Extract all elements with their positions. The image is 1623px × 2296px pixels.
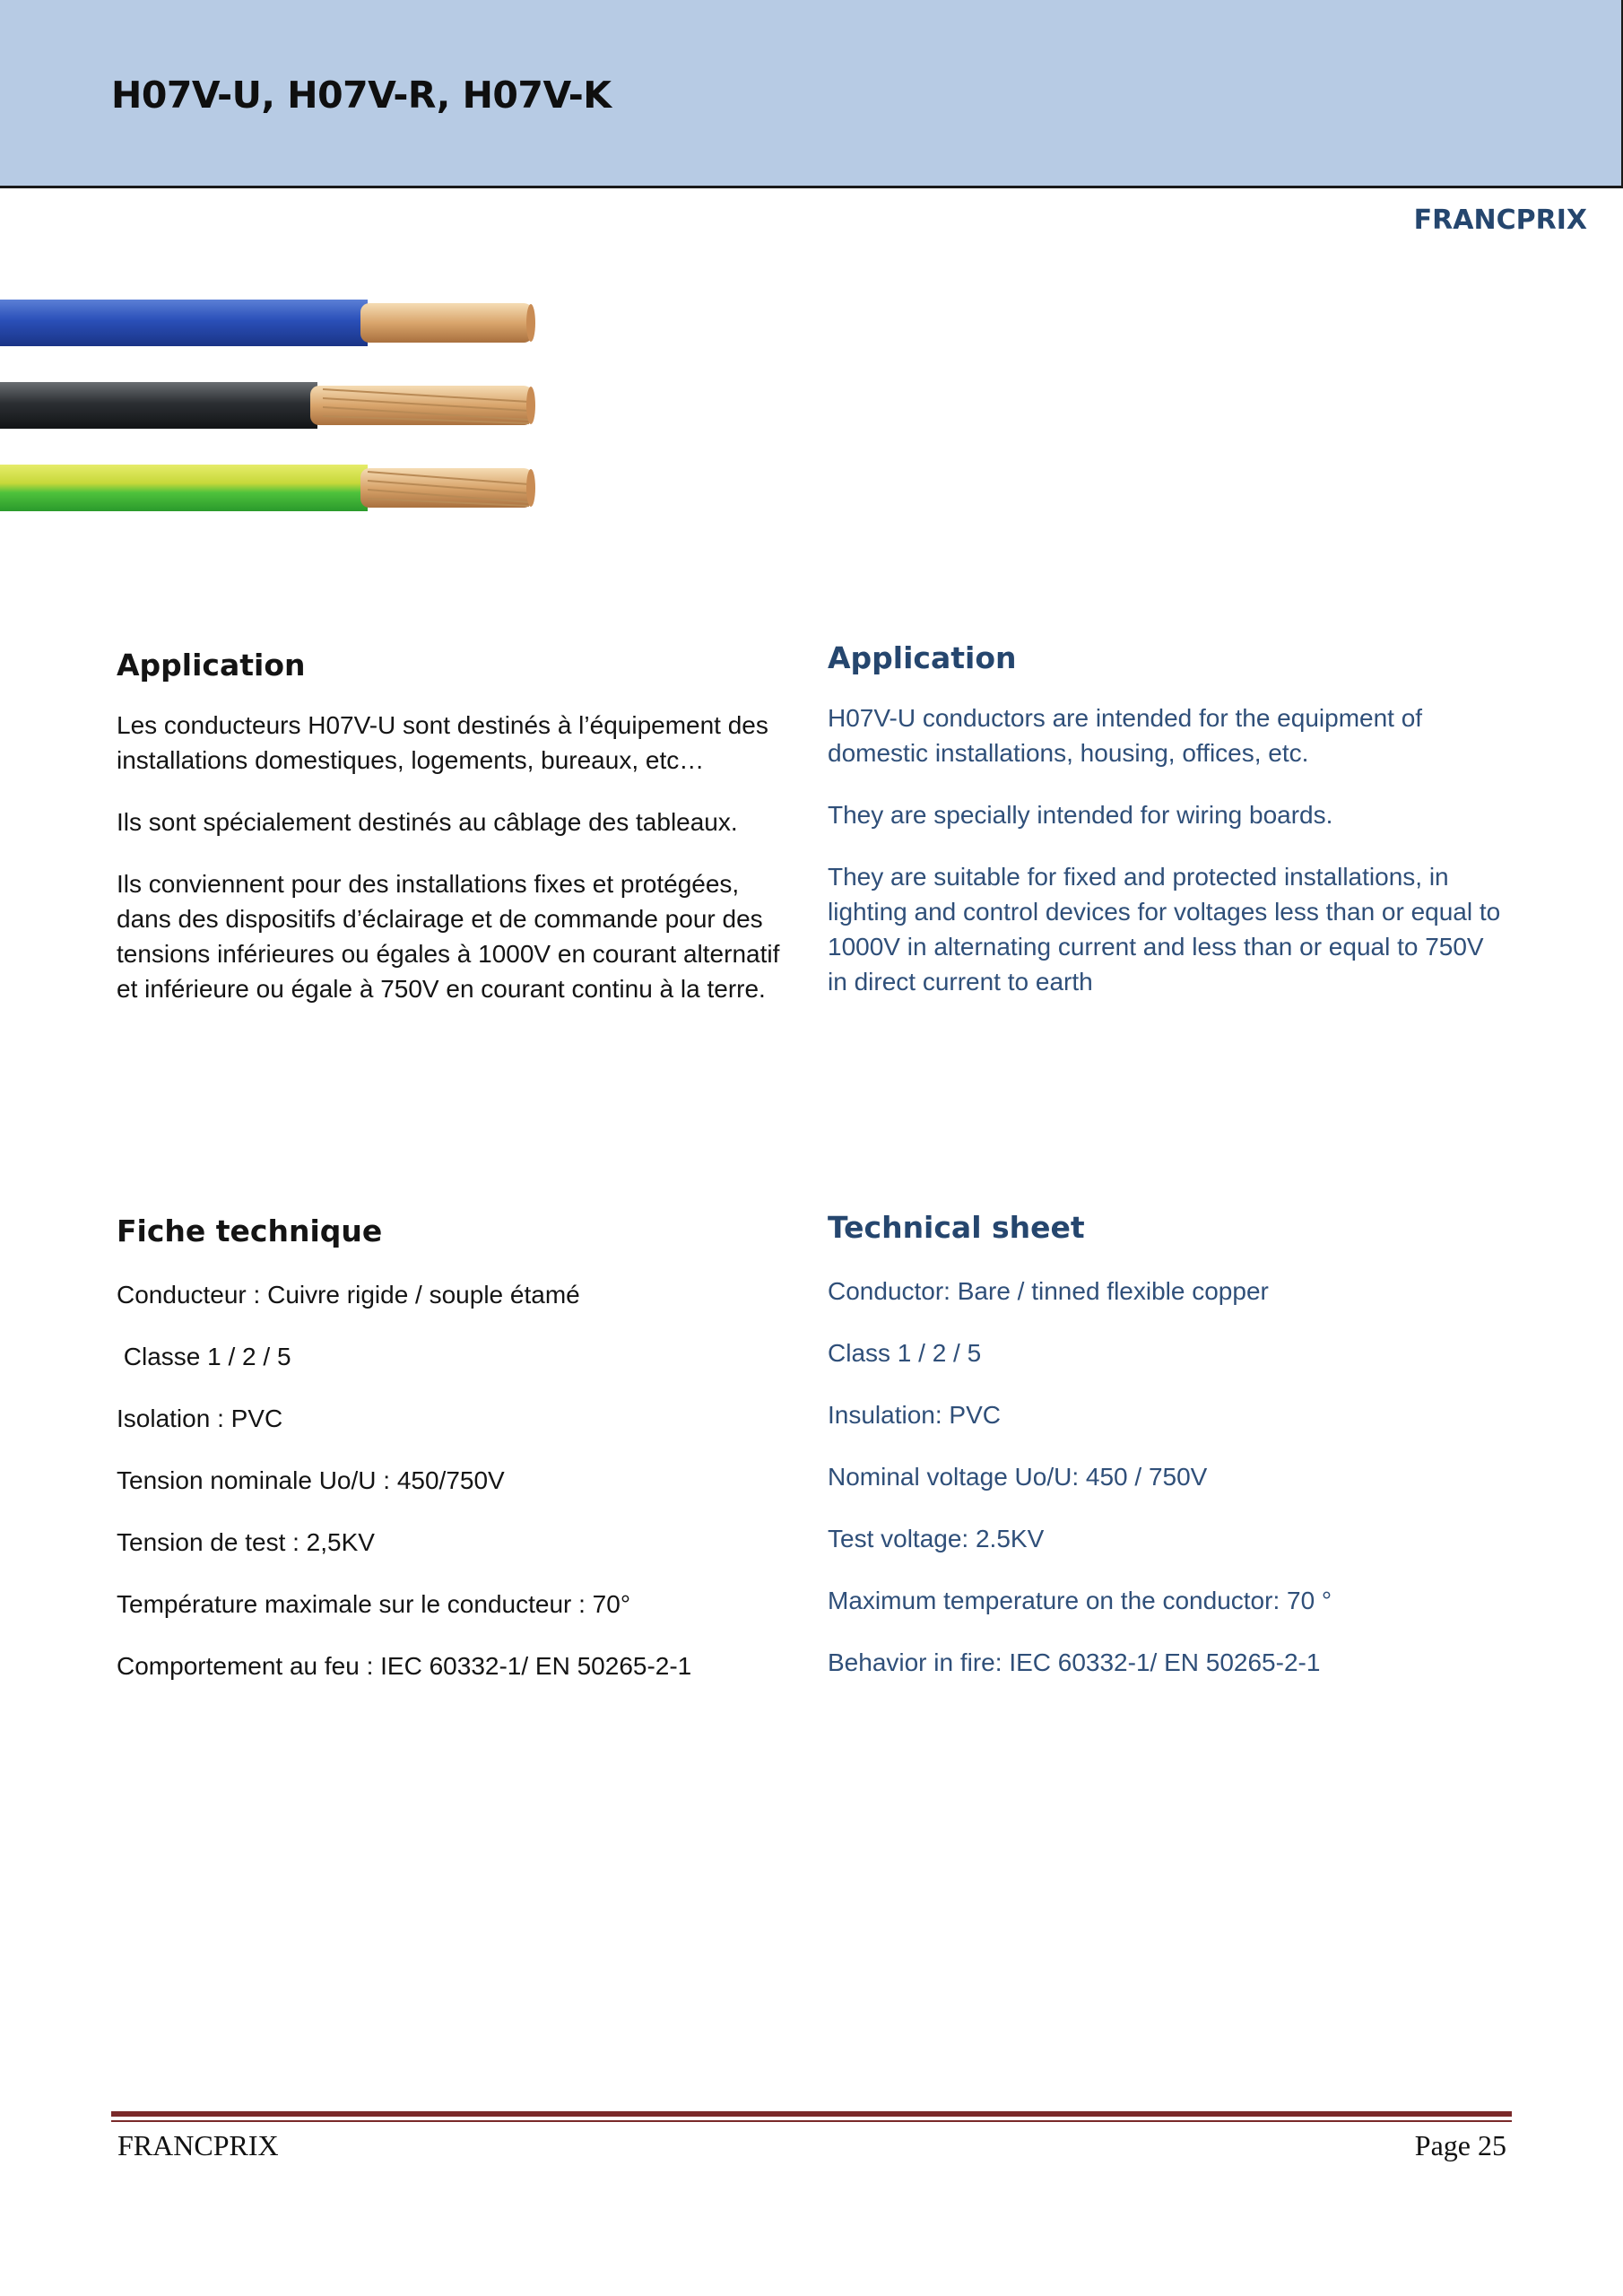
application-fr	[117, 648, 798, 1006]
page-title: H07V-U, H07V-R, H07V-K	[111, 74, 612, 117]
footer-rule-thin	[111, 2120, 1512, 2122]
cable-photo	[0, 285, 547, 527]
footer-rule	[111, 2111, 1512, 2117]
application-fr-title: Application	[117, 648, 306, 683]
technical-en-title: Technical sheet	[828, 1210, 1085, 1245]
technical-fr-title: Fiche technique	[117, 1213, 383, 1248]
technical-fr-item: Conducteur : Cuivre rigide / souple étamé	[117, 1281, 580, 1309]
technical-en-item: Behavior in fire: IEC 60332-1/ EN 50265-2-1	[828, 1648, 1321, 1676]
technical-en-item: Class 1 / 2 / 5	[828, 1339, 982, 1367]
technical-fr	[117, 1213, 798, 1710]
technical-fr-item: Température maximale sur le conducteur : 70°	[117, 1590, 631, 1618]
technical-fr-item: Isolation : PVC	[117, 1405, 283, 1432]
technical-en-list	[828, 1274, 1509, 1680]
application-en-title: Application	[828, 640, 1017, 675]
application-en-p1: H07V-U conductors are intended for the equipment of domestic installations, housing, offices, etc.	[828, 704, 1423, 767]
application-en-p2: They are specially intended for wiring boards.	[828, 801, 1333, 829]
technical-en-item: Test voltage: 2.5KV	[828, 1525, 1045, 1552]
technical-en-item: Maximum temperature on the conductor: 70 °	[828, 1587, 1332, 1614]
application-en	[828, 640, 1509, 999]
technical-en-item: Nominal voltage Uo/U: 450 / 750V	[828, 1463, 1208, 1491]
technical-fr-item: Classe 1 / 2 / 5	[117, 1343, 291, 1370]
black-cable	[0, 382, 535, 429]
page-number: Page 25	[1414, 2129, 1506, 2161]
footer-brand: FRANCPRIX	[117, 2129, 279, 2161]
application-en-p3: They are suitable for fixed and protected installations, in lighting and control devices for voltages less than or equal to 1000V in alternating current and less than or equal to 750V in direct current to earth	[828, 863, 1501, 996]
technical-fr-list	[117, 1277, 798, 1683]
blue-cable	[0, 300, 535, 346]
application-fr-p1: Les conducteurs H07V-U sont destinés à l’équipement des installations domestiques, logements, bureaux, etc…	[117, 711, 768, 774]
technical-en	[828, 1210, 1509, 1707]
header-band	[0, 0, 1623, 188]
technical-en-item: Conductor: Bare / tinned flexible copper	[828, 1277, 1269, 1305]
technical-fr-item: Tension de test : 2,5KV	[117, 1528, 375, 1556]
green-yellow-cable	[0, 465, 535, 511]
brand-label: FRANCPRIX	[1413, 204, 1587, 236]
application-fr-p3: Ils conviennent pour des installations fixes et protégées, dans des dispositifs d’éclairage et de commande pour des tensions inférieures ou égales à 1000V en courant alternatif et inférieure ou égale à 750V en courant continu à la terre.	[117, 870, 780, 1003]
application-fr-p2: Ils sont spécialement destinés au câblage des tableaux.	[117, 808, 738, 836]
technical-en-item: Insulation: PVC	[828, 1401, 1001, 1429]
technical-fr-item: Tension nominale Uo/U : 450/750V	[117, 1466, 505, 1494]
technical-fr-item: Comportement au feu : IEC 60332-1/ EN 50265-2-1	[117, 1652, 692, 1680]
